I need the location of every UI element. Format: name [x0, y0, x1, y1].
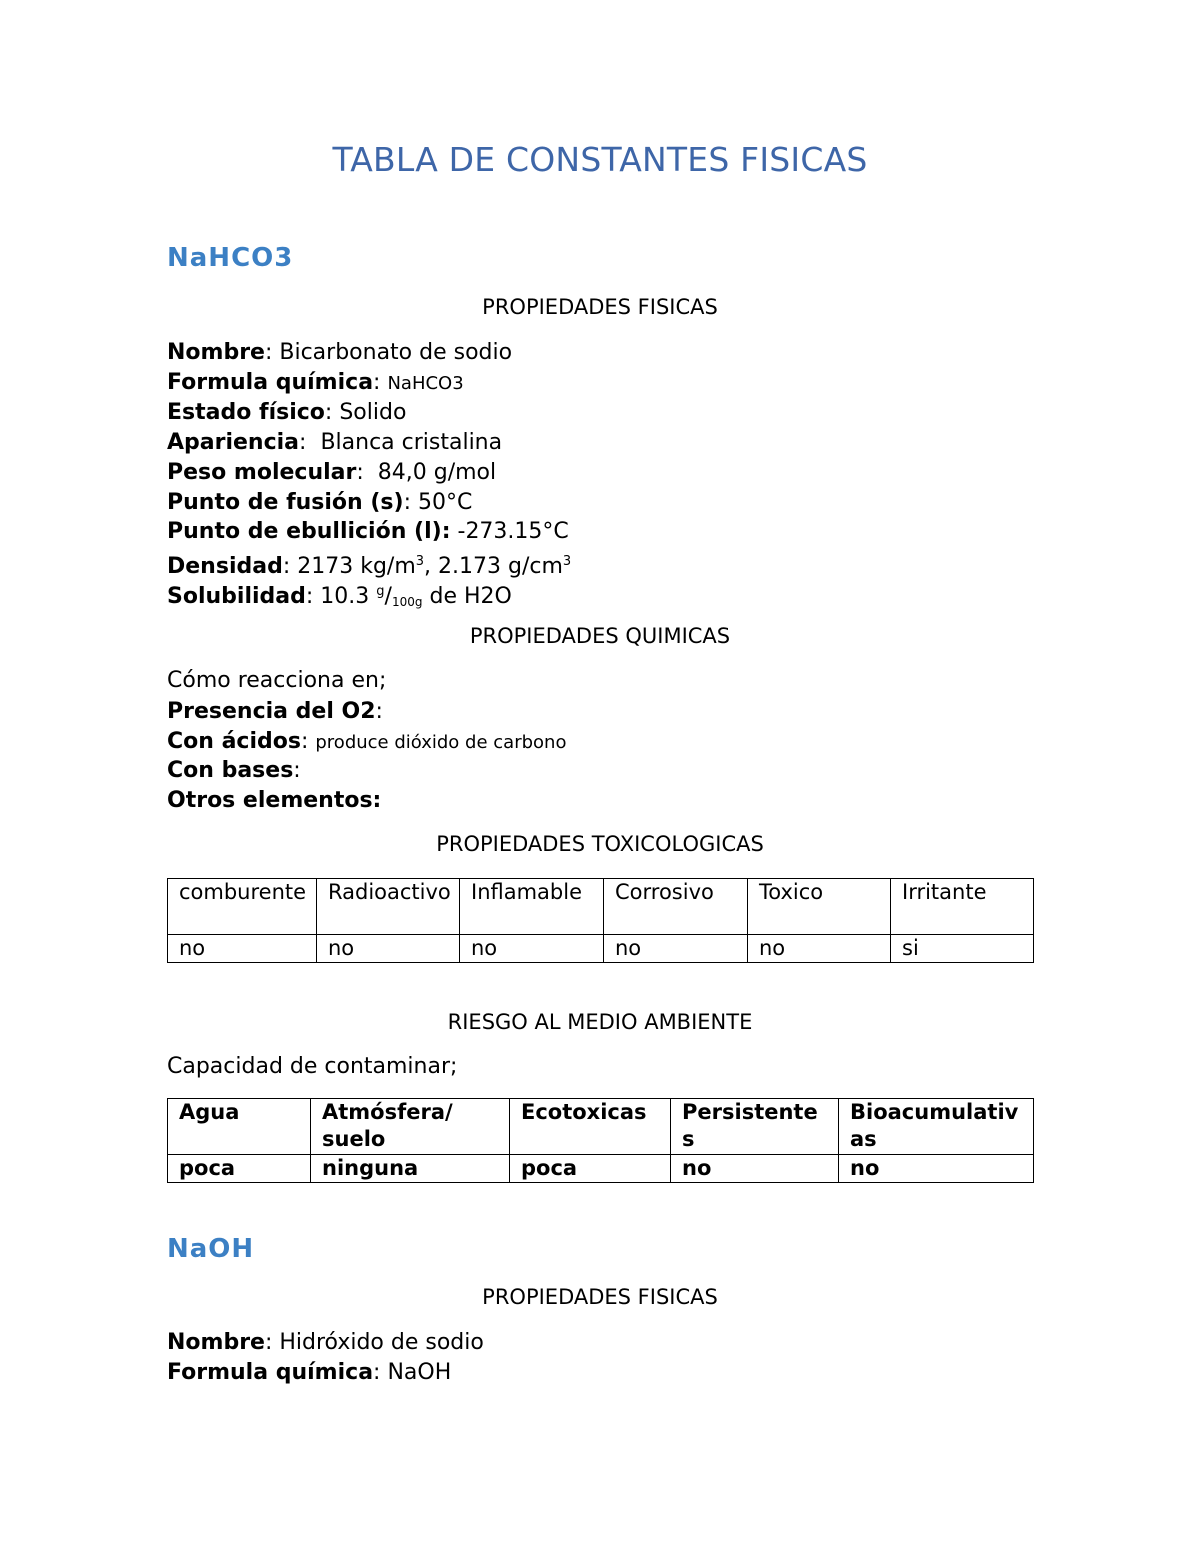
- prop-value: 84,0 g/mol: [377, 460, 497, 485]
- prop-label: Con ácidos: [167, 729, 301, 754]
- table-header-cell: Toxico: [748, 879, 891, 935]
- environmental-table: [167, 1098, 1034, 1183]
- table-cell: no: [671, 1155, 839, 1183]
- chem-o2: Presencia del O2:: [167, 699, 383, 724]
- table-header-cell: Inflamable: [460, 879, 604, 935]
- chem-acidos: Con ácidos: produce dióxido de carbono: [167, 729, 567, 754]
- table-cell: no: [604, 935, 748, 963]
- prop-fusion: Punto de fusión (s): 50°C: [167, 490, 473, 515]
- prop-solubilidad: Solubilidad: 10.3 $^g/_{100g}$ de H2O: [167, 584, 512, 609]
- physical-properties-heading: PROPIEDADES FISICAS: [482, 1285, 718, 1309]
- prop-label: Formula química: [167, 1360, 374, 1385]
- prop-ebullicion: [167, 517, 569, 547]
- table-cell: no: [839, 1155, 1034, 1183]
- table-header-row: [168, 879, 1034, 935]
- prop-label: Con bases: [167, 758, 294, 783]
- table-header-cell: Ecotoxicas: [510, 1099, 671, 1155]
- env-intro: Capacidad de contaminar;: [167, 1054, 458, 1079]
- table-header-cell: comburente: [168, 879, 317, 935]
- toxicology-table: [167, 878, 1034, 963]
- compound-heading-nahco3: NaHCO3: [167, 243, 294, 273]
- exponent: 3: [415, 554, 425, 569]
- table-cell: no: [317, 935, 460, 963]
- table-cell: no: [748, 935, 891, 963]
- table-cell: poca: [510, 1155, 671, 1183]
- exponent: 3: [562, 554, 572, 569]
- table-cell: no: [460, 935, 604, 963]
- prop-label: Peso molecular: [167, 460, 357, 485]
- prop-value: Solido: [339, 400, 407, 425]
- compound-heading-naoh: NaOH: [167, 1234, 255, 1264]
- page-title: TABLA DE CONSTANTES FISICAS: [332, 140, 868, 179]
- prop-estado: Estado físico: Solido: [167, 400, 407, 425]
- prop-formula: Formula química: NaHCO3: [167, 370, 464, 395]
- prop-label: Formula química: [167, 370, 374, 395]
- table-header-cell: Radioactivo: [317, 879, 460, 935]
- prop-value: produce dióxido de carbono: [315, 732, 567, 753]
- table-header-cell: Irritante: [891, 879, 1034, 935]
- prop-densidad: Densidad: 2173 $kg/m^3$, 2.173 $g/cm^3$: [167, 554, 572, 579]
- physical-properties-heading: PROPIEDADES FISICAS: [482, 295, 718, 319]
- prop-value: Blanca cristalina: [320, 430, 503, 455]
- prop-label: Punto de fusión (s): [167, 490, 404, 515]
- prop-label: Densidad: [167, 554, 283, 579]
- table-cell: poca: [168, 1155, 311, 1183]
- prop-label: Presencia del O2: [167, 699, 376, 724]
- table-header-cell: Agua: [168, 1099, 311, 1155]
- table-header-row: [168, 1099, 1034, 1155]
- chem-bases: Con bases:: [167, 758, 301, 783]
- prop-formula: Formula química: NaOH: [167, 1360, 452, 1385]
- table-header-cell: Bioacumulativas: [839, 1099, 1034, 1155]
- prop-label: Otros elementos:: [167, 788, 382, 813]
- toxicological-properties-heading: PROPIEDADES TOXICOLOGICAS: [436, 832, 764, 856]
- prop-value: , 2.173 g/cm: [424, 554, 563, 579]
- prop-label: Solubilidad: [167, 584, 306, 609]
- table-cell: no: [168, 935, 317, 963]
- table-header-cell: Corrosivo: [604, 879, 748, 935]
- unit-numerator: g: [376, 584, 385, 599]
- prop-nombre: Nombre: Hidróxido de sodio: [167, 1330, 484, 1355]
- table-header-cell: Persistentes: [671, 1099, 839, 1155]
- prop-label: Estado físico: [167, 400, 325, 425]
- prop-value: Hidróxido de sodio: [279, 1330, 484, 1355]
- prop-label: Apariencia: [167, 430, 300, 455]
- prop-value: 10.3: [320, 584, 370, 609]
- chemical-intro: Cómo reacciona en;: [167, 668, 387, 693]
- unit-denominator: 100g: [391, 595, 423, 609]
- prop-value: de H2O: [429, 584, 512, 609]
- prop-nombre: Nombre: Bicarbonato de sodio: [167, 340, 513, 365]
- chem-otros: [167, 786, 381, 816]
- table-row: [168, 935, 1034, 963]
- prop-value: 2173 kg/m: [297, 554, 416, 579]
- prop-label: Nombre: [167, 340, 265, 365]
- prop-value: -273.15°C: [457, 519, 569, 544]
- prop-peso: Peso molecular: 84,0 g/mol: [167, 460, 497, 485]
- table-cell: ninguna: [311, 1155, 510, 1183]
- table-cell: si: [891, 935, 1034, 963]
- prop-value: NaHCO3: [387, 373, 464, 394]
- prop-value: Bicarbonato de sodio: [279, 340, 513, 365]
- table-row: [168, 1155, 1034, 1183]
- prop-apariencia: Apariencia: Blanca cristalina: [167, 430, 503, 455]
- prop-value: NaOH: [387, 1360, 452, 1385]
- prop-label: Nombre: [167, 1330, 265, 1355]
- environmental-risk-heading: RIESGO AL MEDIO AMBIENTE: [447, 1010, 753, 1034]
- chemical-properties-heading: PROPIEDADES QUIMICAS: [469, 624, 731, 648]
- prop-label: Punto de ebullición (l):: [167, 519, 451, 544]
- table-header-cell: Atmósfera/ suelo: [311, 1099, 510, 1155]
- prop-value: 50°C: [417, 490, 473, 515]
